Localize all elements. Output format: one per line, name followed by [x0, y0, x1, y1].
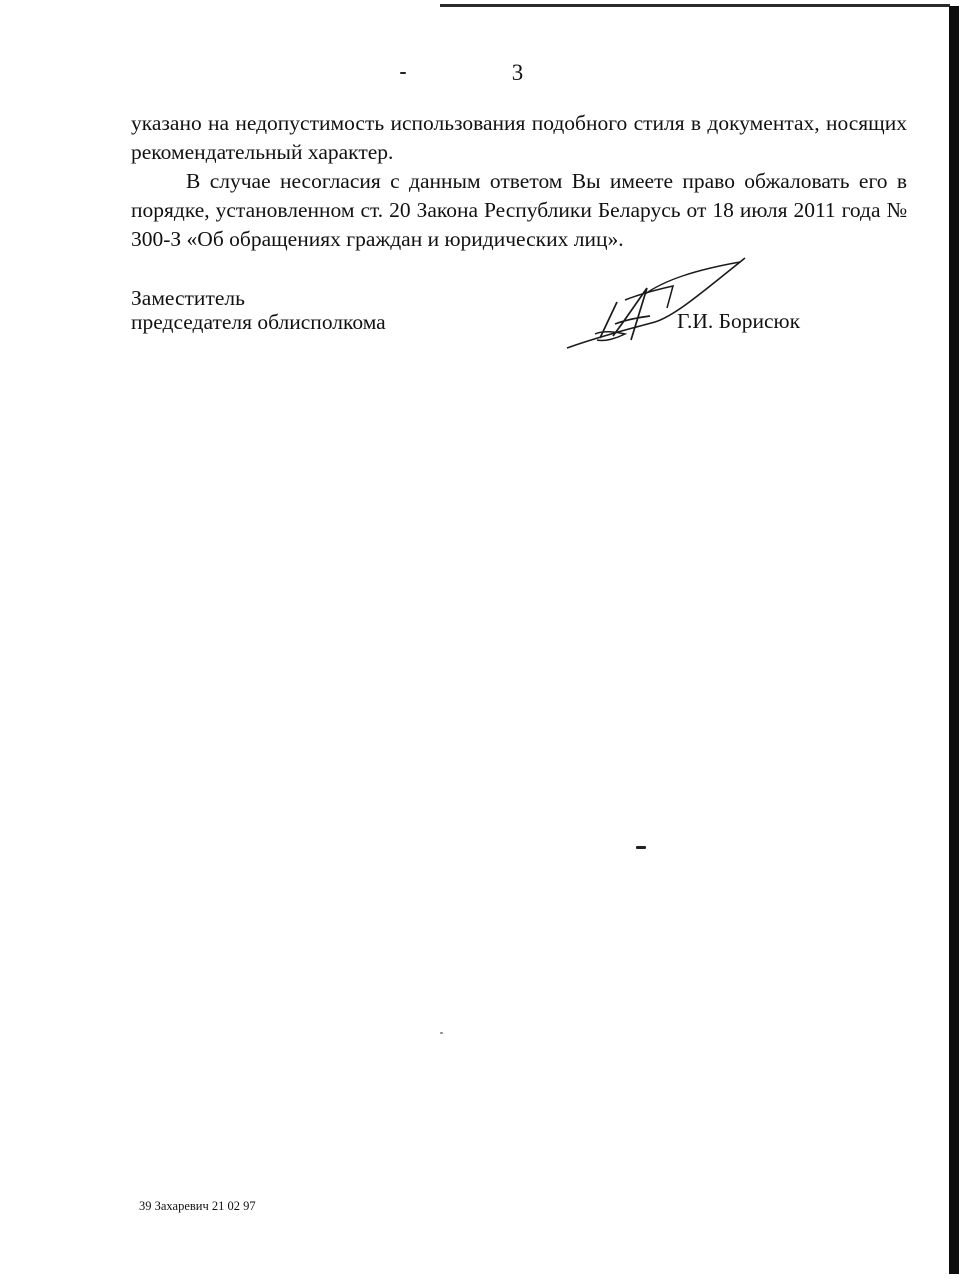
- footer-executor-note: 39 Захаревич 21 02 97: [139, 1199, 256, 1213]
- paragraph-appeal-notice: В случае несогласия с данным ответом Вы имеете право обжаловать его в порядке, установленном ст. 20 Закона Республики Беларусь от 18 июля 2011 года № 300-З «Об обращениях граждан и юридических лиц».: [131, 169, 907, 251]
- scan-edge-right: [949, 6, 959, 1274]
- scan-edge-top: [440, 4, 950, 7]
- signatory-title-line-1: Заместитель: [131, 286, 245, 310]
- handwritten-signature: [555, 250, 755, 355]
- page-number: 3: [511, 60, 524, 85]
- signatory-title-line-2: председателя облисполкома: [131, 310, 386, 334]
- scan-speck: [636, 846, 646, 849]
- paragraph-continued: указано на недопустимость использования подобного стиля в документах, носящих рекомендательный характер.: [131, 111, 907, 164]
- scan-speck: [440, 1032, 443, 1034]
- signatory-name: Г.И. Борисюк: [677, 309, 801, 333]
- signatory-title: [131, 286, 386, 334]
